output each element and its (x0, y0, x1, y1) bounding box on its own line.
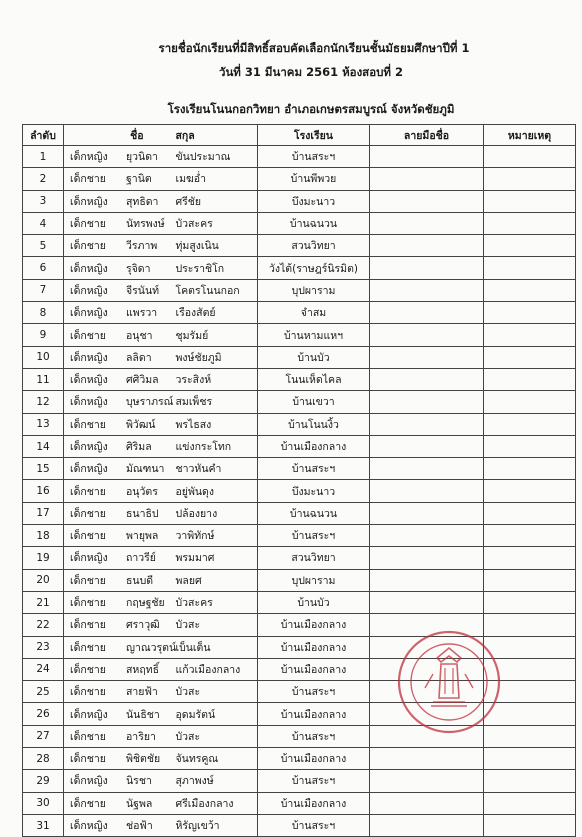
row-number: 31 (23, 814, 64, 836)
student-name-cell (64, 725, 166, 747)
student-title: เด็กหญิง (70, 463, 108, 476)
student-school: บึงมะนาว (258, 480, 370, 502)
student-first-name: ศศิวิมล (126, 374, 159, 387)
col-signature-header: ลายมือชื่อ (370, 125, 484, 146)
student-school: บึงมะนาว (258, 190, 370, 212)
student-first-name: กฤษฐชัย (126, 597, 165, 610)
student-first-name: สุทธิดา (126, 195, 159, 208)
table-row (23, 814, 576, 836)
student-school: บ้านสระฯ (258, 681, 370, 703)
student-school: บ้านบัว (258, 346, 370, 368)
student-name-cell (64, 413, 166, 435)
student-surname: วระสิงห์ (166, 368, 258, 390)
student-title: เด็กหญิง (70, 195, 108, 208)
col-name-header: ชื่อ (64, 125, 166, 146)
remark-cell (484, 792, 576, 814)
student-name-cell (64, 279, 166, 301)
student-name-cell (64, 302, 166, 324)
row-number: 11 (23, 368, 64, 390)
signature-cell[interactable] (370, 346, 484, 368)
signature-cell[interactable] (370, 413, 484, 435)
student-first-name: นิรชา (126, 775, 152, 788)
student-surname: แก้วเมืองกลาง (166, 658, 258, 680)
student-surname: เมฆอ่ำ (166, 168, 258, 190)
remark-cell (484, 569, 576, 591)
remark-cell (484, 814, 576, 836)
student-name-cell (64, 346, 166, 368)
student-school: จำสม (258, 302, 370, 324)
remark-cell (484, 770, 576, 792)
student-title: เด็กหญิง (70, 708, 108, 721)
student-first-name: มัณฑนา (126, 463, 165, 476)
student-surname: สุภาพงษ์ (166, 770, 258, 792)
student-name-cell (64, 235, 166, 257)
student-school: บ้านเมืองกลาง (258, 614, 370, 636)
row-number: 6 (23, 257, 64, 279)
student-first-name: พายุพล (126, 530, 159, 543)
row-number: 28 (23, 748, 64, 770)
remark-cell (484, 748, 576, 770)
remark-cell (484, 502, 576, 524)
remark-cell (484, 458, 576, 480)
student-first-name: นัทรพงษ์ (126, 218, 165, 231)
student-surname: ปล้องยาง (166, 502, 258, 524)
signature-cell[interactable] (370, 257, 484, 279)
row-number: 8 (23, 302, 64, 324)
row-number: 29 (23, 770, 64, 792)
student-surname: แข่งกระโทก (166, 435, 258, 457)
student-school: บ้านสระฯ (258, 146, 370, 168)
student-name-cell (64, 324, 166, 346)
student-name-cell (64, 525, 166, 547)
student-school: บ้านเมืองกลาง (258, 748, 370, 770)
student-surname: ศรีชัย (166, 190, 258, 212)
table-row (23, 168, 576, 190)
student-surname: ศรีเมืองกลาง (166, 792, 258, 814)
student-first-name: อนุวัตร (126, 485, 158, 498)
signature-cell[interactable] (370, 792, 484, 814)
student-surname: บัวสะคร (166, 212, 258, 234)
row-number: 24 (23, 658, 64, 680)
row-number: 13 (23, 413, 64, 435)
table-row (23, 748, 576, 770)
student-surname: วาพิทักษ์ (166, 525, 258, 547)
student-title: เด็กชาย (70, 797, 106, 810)
student-surname: หิรัญเขว้า (166, 814, 258, 836)
student-title: เด็กชาย (70, 507, 106, 520)
student-surname: ประราชิโก (166, 257, 258, 279)
remark-cell (484, 257, 576, 279)
row-number: 15 (23, 458, 64, 480)
table-row (23, 257, 576, 279)
table-row (23, 502, 576, 524)
remark-cell (484, 435, 576, 457)
student-name-cell (64, 435, 166, 457)
student-first-name: นันธิชา (126, 708, 160, 721)
signature-cell[interactable] (370, 391, 484, 413)
row-number: 30 (23, 792, 64, 814)
table-row (23, 302, 576, 324)
student-surname: ชาวหันคำ (166, 458, 258, 480)
table-row (23, 235, 576, 257)
signature-cell[interactable] (370, 168, 484, 190)
table-row (23, 212, 576, 234)
table-row (23, 279, 576, 301)
signature-cell[interactable] (370, 368, 484, 390)
student-first-name: ศราวุฒิ (126, 619, 160, 632)
remark-cell (484, 591, 576, 613)
col-school-header: โรงเรียน (258, 125, 370, 146)
student-name-cell (64, 168, 166, 190)
student-first-name: ศิริมล (126, 441, 152, 453)
student-first-name: สหฤทธิ์ (126, 663, 160, 676)
student-school: บ้านเมืองกลาง (258, 435, 370, 457)
student-title: เด็กหญิง (70, 374, 108, 387)
signature-cell[interactable] (370, 569, 484, 591)
student-title: เด็กหญิง (70, 307, 108, 320)
student-school: บ้านโนนงิ้ว (258, 413, 370, 435)
student-first-name: อาริยา (126, 730, 156, 743)
student-title: เด็กหญิง (70, 775, 108, 788)
student-name-cell (64, 190, 166, 212)
row-number: 1 (23, 146, 64, 168)
student-surname: สมเพ็ชร (166, 391, 258, 413)
remark-cell (484, 146, 576, 168)
student-name-cell (64, 614, 166, 636)
row-number: 14 (23, 435, 64, 457)
student-name-cell (64, 502, 166, 524)
student-first-name: สายฟ้า (126, 686, 158, 699)
student-school: บ้านฉนวน (258, 212, 370, 234)
student-name-cell (64, 591, 166, 613)
student-name-cell (64, 391, 174, 413)
student-name-cell (64, 547, 166, 569)
student-title: เด็กชาย (70, 240, 106, 253)
remark-cell (484, 346, 576, 368)
signature-cell[interactable] (370, 212, 484, 234)
student-first-name: แพรวา (126, 307, 158, 320)
student-first-name: ฐานิต (126, 173, 152, 186)
student-title: เด็กหญิง (70, 284, 108, 297)
student-surname: บัวสะ (166, 614, 258, 636)
row-number: 27 (23, 725, 64, 747)
remark-cell (484, 480, 576, 502)
signature-cell[interactable] (370, 235, 484, 257)
row-number: 21 (23, 591, 64, 613)
table-row (23, 435, 576, 457)
remark-cell (484, 324, 576, 346)
document-title: รายชื่อนักเรียนที่มีสิทธิ์สอบคัดเลือกนักเรียนชั้นมัธยมศึกษาปีที่ 1 (158, 41, 470, 55)
student-school: โนนเห็ดไคล (258, 368, 370, 390)
student-first-name: ลลิดา (126, 351, 152, 364)
student-name-cell (64, 681, 166, 703)
student-school: สวนวิทยา (258, 235, 370, 257)
table-row (23, 413, 576, 435)
student-surname: พงษ์ชัยภูมิ (166, 346, 258, 368)
col-no-header: ลำดับ (23, 125, 64, 146)
remark-cell (484, 279, 576, 301)
school-location: โรงเรียนโนนกอกวิทยา อำเภอเกษตรสมบูรณ์ จังหวัดชัยภูมิ (167, 102, 455, 116)
student-name-cell (64, 748, 166, 770)
student-surname: เบ็นเต็น (166, 636, 258, 658)
row-number: 22 (23, 614, 64, 636)
student-school: บ้านสระฯ (258, 525, 370, 547)
remark-cell (484, 302, 576, 324)
student-surname: พรมมาศ (166, 547, 258, 569)
student-first-name: ถาวรีย์ (126, 552, 156, 565)
row-number: 12 (23, 391, 64, 413)
table-row (23, 591, 576, 613)
remark-cell (484, 212, 576, 234)
student-title: เด็กชาย (70, 619, 106, 632)
signature-cell[interactable] (370, 502, 484, 524)
student-first-name: ญาณวรุตน์ (126, 641, 177, 654)
student-surname: อยู่พันดุง (166, 480, 258, 502)
student-school: บ้านสระฯ (258, 770, 370, 792)
student-school: บ้านสระฯ (258, 725, 370, 747)
row-number: 4 (23, 212, 64, 234)
student-name-cell (64, 770, 166, 792)
row-number: 3 (23, 190, 64, 212)
table-row (23, 792, 576, 814)
table-row (23, 547, 576, 569)
signature-cell[interactable] (370, 525, 484, 547)
table-row (23, 569, 576, 591)
student-first-name: ธนาธิป (126, 507, 159, 520)
signature-cell[interactable] (370, 480, 484, 502)
student-first-name: จีรนันท์ (126, 284, 160, 297)
student-title: เด็กหญิง (70, 820, 108, 833)
student-surname: ทุ่มสูงเนิน (166, 235, 258, 257)
row-number: 2 (23, 168, 64, 190)
student-surname: บัวสะคร (166, 591, 258, 613)
student-name-cell (64, 212, 166, 234)
table-row (23, 391, 576, 413)
student-title: เด็กหญิง (70, 396, 108, 409)
student-surname: บัวสะ (166, 681, 258, 703)
student-first-name: ยุวนิดา (126, 151, 158, 164)
student-name-cell (64, 569, 166, 591)
student-name-cell (64, 814, 166, 836)
student-first-name: พิวัฒน์ (126, 418, 156, 431)
signature-cell[interactable] (370, 748, 484, 770)
row-number: 5 (23, 235, 64, 257)
student-school: บ้านเมืองกลาง (258, 658, 370, 680)
student-title: เด็กหญิง (70, 151, 108, 164)
student-surname: บัวสะ (166, 725, 258, 747)
student-school: บุปผาราม (258, 569, 370, 591)
student-title: เด็กชาย (70, 530, 106, 543)
student-school: วังไต้(ราษฎร์นิรมิต) (258, 257, 370, 279)
row-number: 16 (23, 480, 64, 502)
student-school: บ้านพีพวย (258, 168, 370, 190)
student-name-cell (64, 658, 166, 680)
row-number: 23 (23, 636, 64, 658)
table-row (23, 368, 576, 390)
table-row (23, 190, 576, 212)
student-school: บ้านฉนวน (258, 502, 370, 524)
table-row (23, 146, 576, 168)
student-title: เด็กชาย (70, 173, 106, 186)
student-title: เด็กชาย (70, 329, 106, 342)
student-title: เด็กชาย (70, 641, 106, 654)
remark-cell (484, 413, 576, 435)
school-seal-stamp (395, 628, 503, 736)
row-number: 26 (23, 703, 64, 725)
student-first-name: อนุชา (126, 329, 153, 342)
student-name-cell (64, 146, 166, 168)
student-surname: ชุมรัมย์ (166, 324, 258, 346)
row-number: 17 (23, 502, 64, 524)
student-school: บ้านสระฯ (258, 458, 370, 480)
student-name-cell (64, 257, 166, 279)
student-title: เด็กชาย (70, 686, 106, 699)
student-surname: โคตรโนนกอก (166, 279, 258, 301)
student-surname: จันทรคูณ (166, 748, 258, 770)
student-name-cell (64, 636, 177, 658)
signature-cell[interactable] (370, 190, 484, 212)
student-first-name: รุจิดา (126, 262, 151, 275)
student-title: เด็กชาย (70, 663, 106, 676)
student-first-name: วีรภาพ (126, 240, 158, 253)
student-school: บ้านเมืองกลาง (258, 792, 370, 814)
remark-cell (484, 368, 576, 390)
signature-cell[interactable] (370, 435, 484, 457)
row-number: 25 (23, 681, 64, 703)
signature-cell[interactable] (370, 814, 484, 836)
signature-cell[interactable] (370, 324, 484, 346)
student-name-cell (64, 792, 166, 814)
student-name-cell (64, 703, 166, 725)
col-remark-header: หมายเหตุ (484, 125, 576, 146)
signature-cell[interactable] (370, 279, 484, 301)
row-number: 20 (23, 569, 64, 591)
student-school: บ้านเมืองกลาง (258, 703, 370, 725)
row-number: 9 (23, 324, 64, 346)
remark-cell (484, 525, 576, 547)
student-surname: อุดมรัตน์ (166, 703, 258, 725)
table-header-row (23, 125, 576, 146)
table-row (23, 324, 576, 346)
student-title: เด็กชาย (70, 753, 106, 766)
student-title: เด็กหญิง (70, 552, 108, 565)
signature-cell[interactable] (370, 458, 484, 480)
student-first-name: บุษราภรณ์ (126, 396, 174, 409)
table-row (23, 480, 576, 502)
table-row (23, 346, 576, 368)
student-school: บ้านสระฯ (258, 814, 370, 836)
student-surname: พรไธสง (166, 413, 258, 435)
remark-cell (484, 168, 576, 190)
remark-cell (484, 391, 576, 413)
row-number: 7 (23, 279, 64, 301)
student-surname: ขันประมาณ (166, 146, 258, 168)
remark-cell (484, 235, 576, 257)
row-number: 10 (23, 346, 64, 368)
student-school: บุปผาราม (258, 279, 370, 301)
student-title: เด็กชาย (70, 574, 106, 587)
signature-cell[interactable] (370, 547, 484, 569)
student-school: บ้านหามแหฯ (258, 324, 370, 346)
exam-date-room: วันที่ 31 มีนาคม 2561 ห้องสอบที่ 2 (218, 65, 403, 79)
table-row (23, 525, 576, 547)
signature-cell[interactable] (370, 146, 484, 168)
student-school: สวนวิทยา (258, 547, 370, 569)
student-surname: พลยศ (166, 569, 258, 591)
student-title: เด็กชาย (70, 597, 106, 610)
table-row (23, 458, 576, 480)
signature-cell[interactable] (370, 302, 484, 324)
student-title: เด็กหญิง (70, 441, 108, 453)
student-title: เด็กชาย (70, 485, 106, 498)
row-number: 19 (23, 547, 64, 569)
table-row (23, 770, 576, 792)
student-school: บ้านบัว (258, 591, 370, 613)
student-school: บ้านเมืองกลาง (258, 636, 370, 658)
student-title: เด็กหญิง (70, 262, 108, 275)
student-title: เด็กชาย (70, 418, 106, 431)
student-title: เด็กชาย (70, 218, 106, 231)
student-first-name: ธนบดี (126, 574, 154, 587)
student-surname: เรืองสัตย์ (166, 302, 258, 324)
student-first-name: ช่อฟ้า (126, 820, 153, 833)
student-title: เด็กชาย (70, 730, 106, 743)
col-surname-header: สกุล (166, 125, 258, 146)
remark-cell (484, 190, 576, 212)
remark-cell (484, 547, 576, 569)
signature-cell[interactable] (370, 591, 484, 613)
student-first-name: พิชิตชัย (126, 753, 161, 766)
signature-cell[interactable] (370, 770, 484, 792)
row-number: 18 (23, 525, 64, 547)
student-title: เด็กหญิง (70, 351, 108, 364)
student-name-cell (64, 458, 166, 480)
student-school: บ้านเขวา (258, 391, 370, 413)
student-first-name: นัฐพล (126, 797, 153, 810)
student-name-cell (64, 480, 166, 502)
student-name-cell (64, 368, 166, 390)
